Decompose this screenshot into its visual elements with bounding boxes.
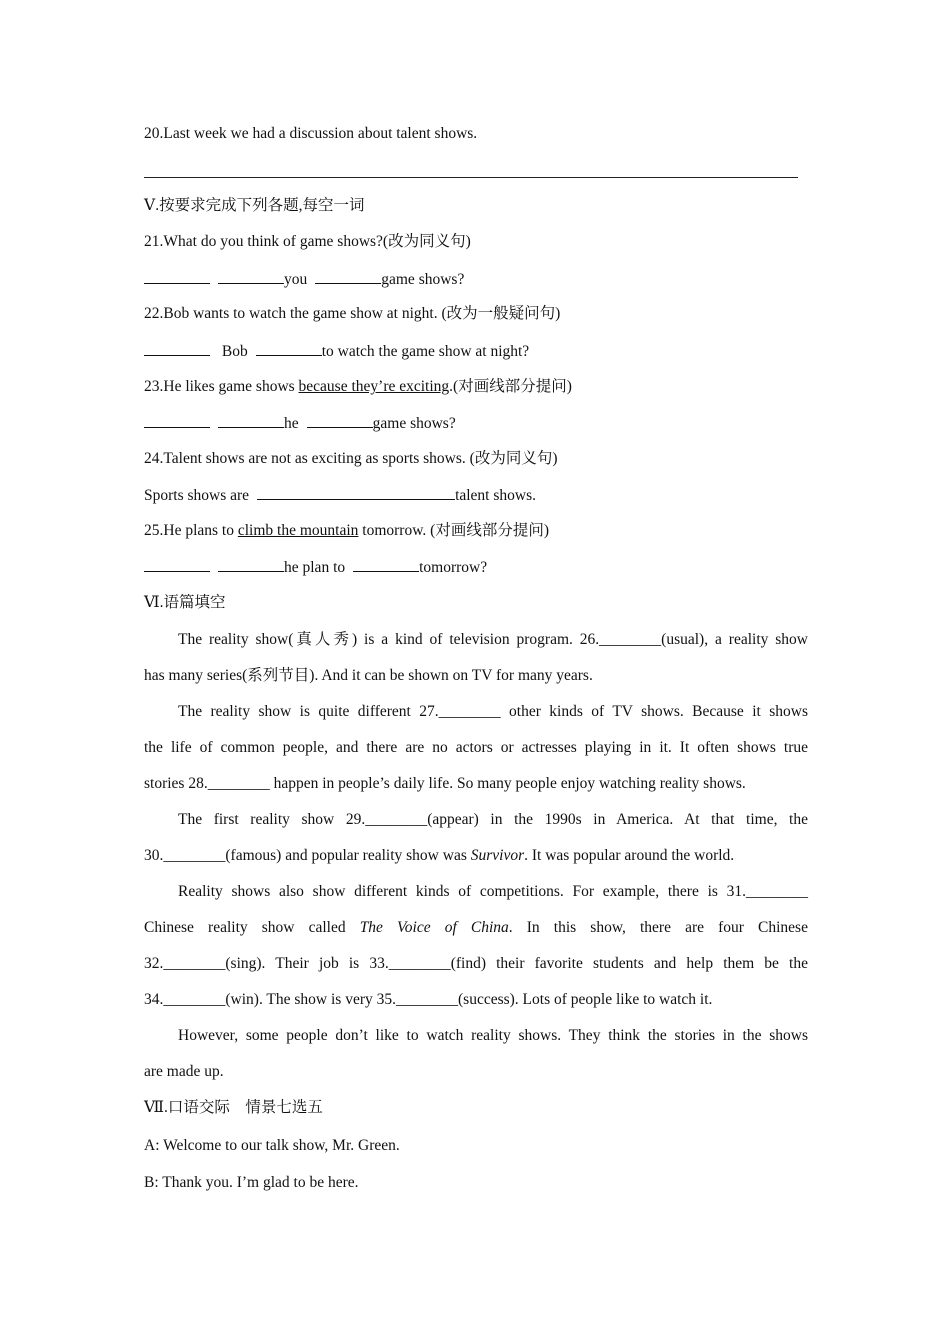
passage-line bbox=[144, 918, 808, 938]
blank[interactable] bbox=[144, 341, 210, 356]
passage-text: Chinese reality show called bbox=[144, 919, 360, 936]
answer-text: game shows? bbox=[372, 415, 456, 432]
blank[interactable] bbox=[144, 557, 210, 572]
section-5-heading: Ⅴ.按要求完成下列各题,每空一词 bbox=[144, 197, 365, 214]
question-20: 20.Last week we had a discussion about talent shows. bbox=[144, 125, 478, 142]
blank[interactable] bbox=[218, 413, 284, 428]
passage-line: However, some people don’t like to watch reality shows. They think the stories in the shows bbox=[178, 1027, 808, 1044]
answer-text: tomorrow? bbox=[419, 559, 488, 576]
answer-text: Bob bbox=[221, 343, 248, 360]
dialogue-line: B: Thank you. I’m glad to be here. bbox=[144, 1174, 359, 1191]
show-title: Survivor bbox=[470, 847, 525, 864]
blank[interactable] bbox=[307, 413, 373, 428]
passage-line: 34.________(win). The show is very 35.________(success). Lots of people like to watch it. bbox=[144, 991, 713, 1008]
passage-line: has many series(系列节目). And it can be shown on TV for many years. bbox=[144, 667, 593, 684]
underlined-phrase: climb the mountain bbox=[237, 522, 359, 539]
section-6-heading: Ⅵ.语篇填空 bbox=[144, 594, 226, 611]
answer-23 bbox=[144, 413, 456, 434]
blank[interactable] bbox=[315, 269, 381, 284]
answer-line-20 bbox=[144, 177, 798, 178]
passage-text: . In this show, there are four Chinese bbox=[508, 919, 808, 936]
question-22: 22.Bob wants to watch the game show at night. (改为一般疑问句) bbox=[144, 305, 561, 322]
underlined-phrase: because they’re exciting bbox=[298, 378, 450, 395]
blank[interactable] bbox=[144, 413, 210, 428]
prompt-text: .(对画线部分提问) bbox=[449, 378, 572, 395]
question-25 bbox=[144, 521, 549, 541]
passage-line: The reality show is quite different 27.________ other kinds of TV shows. Because it shows bbox=[178, 703, 808, 720]
prompt-text: 23.He likes game shows bbox=[144, 378, 299, 395]
passage-line: stories 28.________ happen in people’s daily life. So many people enjoy watching reality shows. bbox=[144, 775, 746, 792]
answer-text: he plan to bbox=[284, 559, 346, 576]
passage-line bbox=[144, 846, 734, 866]
passage-text: 30.________(famous) and popular reality show was bbox=[144, 847, 471, 864]
show-title: The Voice of China bbox=[359, 919, 509, 936]
blank[interactable] bbox=[218, 269, 284, 284]
answer-21 bbox=[144, 269, 464, 290]
answer-text: Sports shows are bbox=[144, 487, 250, 504]
answer-text: to watch the game show at night? bbox=[321, 343, 530, 360]
question-21: 21.What do you think of game shows?(改为同义句) bbox=[144, 233, 471, 250]
passage-line: the life of common people, and there are no actors or actresses playing in it. It often shows true bbox=[144, 739, 808, 756]
passage-line: Reality shows also show different kinds of competitions. For example, there is 31.________ bbox=[178, 883, 808, 900]
section-7-heading: Ⅶ.口语交际 情景七选五 bbox=[144, 1099, 323, 1116]
answer-text: he bbox=[284, 415, 299, 432]
passage-line: The reality show(真人秀) is a kind of television program. 26.________(usual), a reality show bbox=[178, 631, 808, 648]
blank[interactable] bbox=[353, 557, 419, 572]
blank[interactable] bbox=[256, 341, 322, 356]
prompt-text: tomorrow. (对画线部分提问) bbox=[358, 522, 549, 539]
blank[interactable] bbox=[257, 485, 455, 500]
question-23 bbox=[144, 377, 572, 397]
answer-22 bbox=[144, 341, 529, 362]
prompt-text: 25.He plans to bbox=[144, 522, 238, 539]
answer-25 bbox=[144, 557, 487, 578]
answer-text: talent shows. bbox=[455, 487, 536, 504]
passage-text: . It was popular around the world. bbox=[524, 847, 735, 864]
answer-24 bbox=[144, 485, 536, 506]
passage-line: are made up. bbox=[144, 1063, 224, 1080]
answer-text: you bbox=[284, 271, 308, 288]
answer-text: game shows? bbox=[381, 271, 465, 288]
blank[interactable] bbox=[218, 557, 284, 572]
dialogue-line: A: Welcome to our talk show, Mr. Green. bbox=[144, 1137, 400, 1154]
passage-line: 32.________(sing). Their job is 33.________(find) their favorite students and help them be the bbox=[144, 955, 808, 972]
blank[interactable] bbox=[144, 269, 210, 284]
passage-line: The first reality show 29.________(appear) in the 1990s in America. At that time, the bbox=[178, 811, 808, 828]
question-24: 24.Talent shows are not as exciting as sports shows. (改为同义句) bbox=[144, 450, 558, 467]
